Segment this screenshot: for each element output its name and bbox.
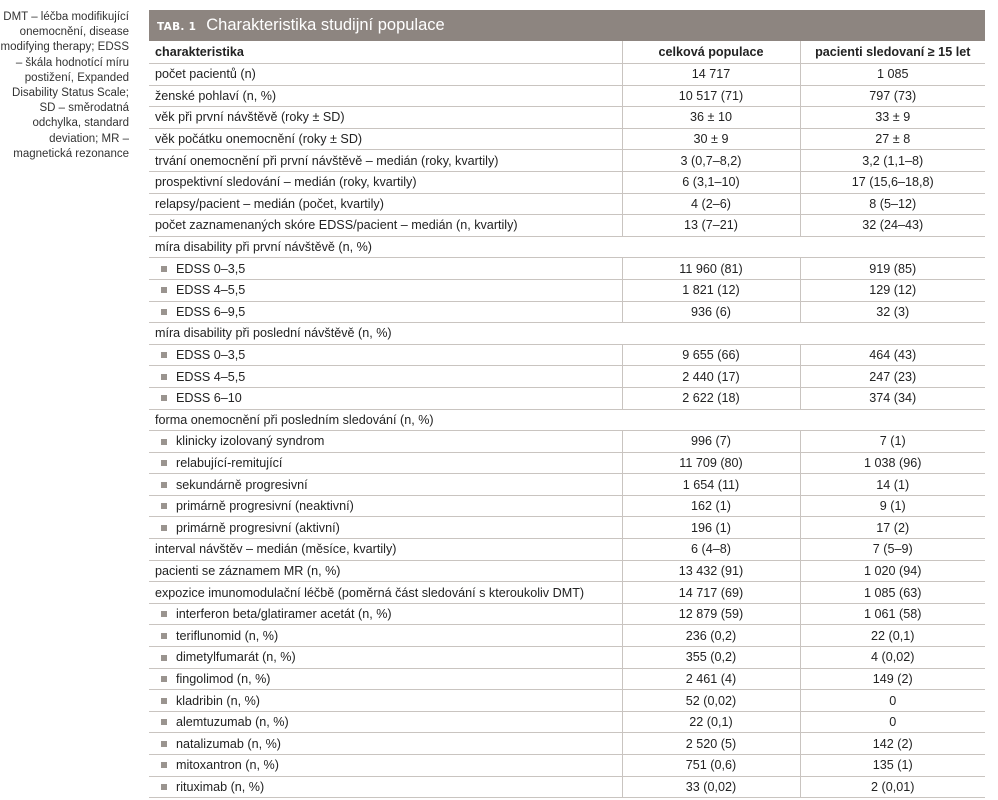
row-label-cell [149, 668, 622, 690]
table-row [149, 301, 985, 323]
value-total [622, 323, 800, 345]
row-label: EDSS 6–9,5 [176, 304, 246, 319]
value-total: 30 ± 9 [622, 128, 800, 150]
value-followed: 4 (0,02) [800, 647, 985, 669]
value-total: 1 654 (11) [622, 474, 800, 496]
row-label-cell [149, 236, 622, 258]
row-label: relabující-remitující [176, 455, 283, 470]
value-followed: 8 (5–12) [800, 193, 985, 215]
square-bullet-icon [161, 655, 167, 661]
value-total: 751 (0,6) [622, 755, 800, 777]
value-total: 1 821 (12) [622, 279, 800, 301]
value-followed [800, 323, 985, 345]
value-total: 12 879 (59) [622, 603, 800, 625]
table-row [149, 107, 985, 129]
value-total: 2 622 (18) [622, 387, 800, 409]
row-label: pacienti se záznamem MR (n, %) [155, 563, 341, 578]
row-label: ženské pohlaví (n, %) [155, 88, 277, 103]
row-label-cell [149, 85, 622, 107]
header-followed: pacienti sledovaní ≥ 15 let [800, 41, 985, 64]
value-followed: 17 (2) [800, 517, 985, 539]
row-label: sekundárně progresivní [176, 477, 308, 492]
table-row [149, 452, 985, 474]
table-row [149, 64, 985, 86]
row-label: primárně progresivní (neaktivní) [176, 499, 354, 514]
value-total [622, 236, 800, 258]
table-row [149, 85, 985, 107]
value-total: 196 (1) [622, 517, 800, 539]
table-row [149, 474, 985, 496]
value-followed: 374 (34) [800, 387, 985, 409]
row-label-cell [149, 690, 622, 712]
row-label: fingolimod (n, %) [176, 671, 271, 686]
row-label-cell [149, 495, 622, 517]
value-total: 52 (0,02) [622, 690, 800, 712]
row-label-cell [149, 171, 622, 193]
row-label: relapsy/pacient – medián (počet, kvartily) [155, 196, 384, 211]
value-total: 36 ± 10 [622, 107, 800, 129]
value-followed: 142 (2) [800, 733, 985, 755]
value-followed: 149 (2) [800, 668, 985, 690]
value-total: 14 717 (69) [622, 582, 800, 604]
value-total: 236 (0,2) [622, 625, 800, 647]
row-label: forma onemocnění při posledním sledování (n, %) [155, 412, 434, 427]
row-label-cell [149, 258, 622, 280]
row-label: kladribin (n, %) [176, 693, 260, 708]
value-followed: 247 (23) [800, 366, 985, 388]
value-followed: 27 ± 8 [800, 128, 985, 150]
value-total: 3 (0,7–8,2) [622, 150, 800, 172]
row-label-cell [149, 452, 622, 474]
row-label-cell [149, 279, 622, 301]
square-bullet-icon [161, 309, 167, 315]
value-total: 4 (2–6) [622, 193, 800, 215]
value-total: 14 717 [622, 64, 800, 86]
value-followed: 129 (12) [800, 279, 985, 301]
square-bullet-icon [161, 266, 167, 272]
table-row [149, 711, 985, 733]
row-label: expozice imunomodulační léčbě (poměrná část sledování s kteroukoliv DMT) [155, 585, 585, 600]
table-row [149, 603, 985, 625]
table-row [149, 539, 985, 561]
header-characteristic: charakteristika [149, 41, 622, 64]
value-total: 11 709 (80) [622, 452, 800, 474]
table-row [149, 387, 985, 409]
table-row [149, 647, 985, 669]
row-label-cell [149, 107, 622, 129]
square-bullet-icon [161, 611, 167, 617]
square-bullet-icon [161, 439, 167, 445]
row-label-cell [149, 431, 622, 453]
row-label-cell [149, 776, 622, 798]
row-label: EDSS 4–5,5 [176, 283, 246, 298]
row-label-cell [149, 560, 622, 582]
value-total: 22 (0,1) [622, 711, 800, 733]
value-total: 13 432 (91) [622, 560, 800, 582]
table-row [149, 215, 985, 237]
value-followed: 464 (43) [800, 344, 985, 366]
value-total: 10 517 (71) [622, 85, 800, 107]
row-label-cell [149, 517, 622, 539]
value-followed: 1 061 (58) [800, 603, 985, 625]
row-label-cell [149, 755, 622, 777]
value-followed: 1 020 (94) [800, 560, 985, 582]
table-row [149, 776, 985, 798]
value-total: 2 520 (5) [622, 733, 800, 755]
value-total: 355 (0,2) [622, 647, 800, 669]
row-label: prospektivní sledování – medián (roky, kvartily) [155, 175, 417, 190]
value-followed: 0 [800, 690, 985, 712]
value-followed: 919 (85) [800, 258, 985, 280]
row-label-cell [149, 128, 622, 150]
value-followed: 1 038 (96) [800, 452, 985, 474]
value-total: 936 (6) [622, 301, 800, 323]
table-title: Charakteristika studijní populace [206, 16, 445, 34]
row-label-cell [149, 733, 622, 755]
table-row [149, 495, 985, 517]
row-label-cell [149, 215, 622, 237]
value-followed [800, 409, 985, 431]
square-bullet-icon [161, 352, 167, 358]
square-bullet-icon [161, 633, 167, 639]
row-label: míra disability při poslední návštěvě (n, %) [155, 326, 392, 341]
value-total: 11 960 (81) [622, 258, 800, 280]
table-row [149, 690, 985, 712]
abbreviations-note: DMT – léčba modifikující onemocnění, disease modifying therapy; EDSS – škála hodnotící míru postižení, Expanded Disability Status Scale; SD – směrodatná odchylka, standard deviation; MR – magnetická rezonance [0, 11, 129, 160]
header-total: celková populace [622, 41, 800, 64]
row-label-cell [149, 625, 622, 647]
row-label-cell [149, 323, 622, 345]
row-label: rituximab (n, %) [176, 779, 265, 794]
row-label-cell [149, 193, 622, 215]
data-table [149, 41, 985, 798]
value-followed: 7 (5–9) [800, 539, 985, 561]
group-row [149, 236, 985, 258]
table-row [149, 344, 985, 366]
row-label: trvání onemocnění při první návštěvě – medián (roky, kvartily) [155, 153, 499, 168]
row-label: věk při první návštěvě (roky ± SD) [155, 110, 345, 125]
value-followed: 22 (0,1) [800, 625, 985, 647]
row-label: míra disability při první návštěvě (n, %) [155, 240, 372, 255]
table-row [149, 733, 985, 755]
row-label: interferon beta/glatiramer acetát (n, %) [176, 607, 392, 622]
table-tag: TAB. 1 [157, 21, 197, 33]
table-row [149, 431, 985, 453]
value-followed: 7 (1) [800, 431, 985, 453]
square-bullet-icon [161, 784, 167, 790]
value-followed [800, 236, 985, 258]
value-followed: 32 (3) [800, 301, 985, 323]
square-bullet-icon [161, 374, 167, 380]
value-total: 13 (7–21) [622, 215, 800, 237]
table-title-bar [149, 10, 985, 41]
value-followed: 1 085 [800, 64, 985, 86]
square-bullet-icon [161, 719, 167, 725]
square-bullet-icon [161, 395, 167, 401]
table-row [149, 366, 985, 388]
row-label-cell [149, 582, 622, 604]
value-total: 2 461 (4) [622, 668, 800, 690]
row-label: natalizumab (n, %) [176, 736, 281, 751]
value-followed: 135 (1) [800, 755, 985, 777]
header-row [149, 41, 985, 64]
square-bullet-icon [161, 676, 167, 682]
value-followed: 1 085 (63) [800, 582, 985, 604]
row-label: EDSS 6–10 [176, 391, 242, 406]
row-label: EDSS 4–5,5 [176, 369, 246, 384]
row-label: primárně progresivní (aktivní) [176, 520, 340, 535]
value-total: 996 (7) [622, 431, 800, 453]
row-label: mitoxantron (n, %) [176, 758, 279, 773]
value-total: 9 655 (66) [622, 344, 800, 366]
table-row [149, 755, 985, 777]
value-total: 162 (1) [622, 495, 800, 517]
table-row [149, 171, 985, 193]
row-label-cell [149, 150, 622, 172]
value-followed: 797 (73) [800, 85, 985, 107]
table-row [149, 668, 985, 690]
table-row [149, 258, 985, 280]
row-label: dimetylfumarát (n, %) [176, 650, 296, 665]
population-table [149, 10, 985, 798]
row-label-cell [149, 301, 622, 323]
table-row [149, 517, 985, 539]
row-label: klinicky izolovaný syndrom [176, 434, 325, 449]
row-label: věk počátku onemocnění (roky ± SD) [155, 132, 363, 147]
value-followed: 3,2 (1,1–8) [800, 150, 985, 172]
row-label: počet zaznamenaných skóre EDSS/pacient – medián (n, kvartily) [155, 218, 518, 233]
row-label-cell [149, 409, 622, 431]
group-row [149, 323, 985, 345]
value-total: 2 440 (17) [622, 366, 800, 388]
value-followed: 14 (1) [800, 474, 985, 496]
row-label: EDSS 0–3,5 [176, 348, 246, 363]
row-label-cell [149, 711, 622, 733]
square-bullet-icon [161, 762, 167, 768]
square-bullet-icon [161, 482, 167, 488]
square-bullet-icon [161, 460, 167, 466]
row-label-cell [149, 647, 622, 669]
row-label-cell [149, 474, 622, 496]
value-followed: 33 ± 9 [800, 107, 985, 129]
square-bullet-icon [161, 503, 167, 509]
value-total: 6 (4–8) [622, 539, 800, 561]
value-total [622, 409, 800, 431]
row-label: alemtuzumab (n, %) [176, 715, 289, 730]
table-row [149, 193, 985, 215]
table-row [149, 625, 985, 647]
value-followed: 32 (24–43) [800, 215, 985, 237]
value-followed: 0 [800, 711, 985, 733]
value-followed: 9 (1) [800, 495, 985, 517]
value-total: 33 (0,02) [622, 776, 800, 798]
row-label-cell [149, 366, 622, 388]
group-row [149, 409, 985, 431]
table-row [149, 279, 985, 301]
value-total: 6 (3,1–10) [622, 171, 800, 193]
row-label: EDSS 0–3,5 [176, 261, 246, 276]
value-followed: 2 (0,01) [800, 776, 985, 798]
row-label-cell [149, 539, 622, 561]
row-label-cell [149, 64, 622, 86]
table-row [149, 560, 985, 582]
square-bullet-icon [161, 287, 167, 293]
row-label: počet pacientů (n) [155, 67, 256, 82]
square-bullet-icon [161, 698, 167, 704]
value-followed: 17 (15,6–18,8) [800, 171, 985, 193]
square-bullet-icon [161, 525, 167, 531]
row-label: teriflunomid (n, %) [176, 628, 279, 643]
table-row [149, 582, 985, 604]
row-label-cell [149, 344, 622, 366]
row-label-cell [149, 387, 622, 409]
row-label-cell [149, 603, 622, 625]
table-row [149, 128, 985, 150]
table-row [149, 150, 985, 172]
square-bullet-icon [161, 741, 167, 747]
row-label: interval návštěv – medián (měsíce, kvartily) [155, 542, 397, 557]
